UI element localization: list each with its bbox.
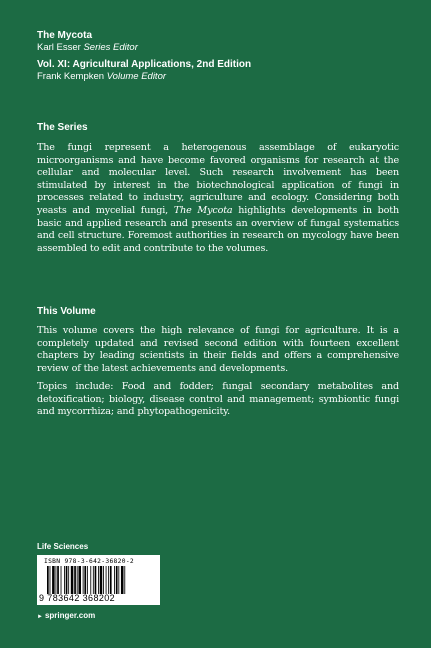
barcode-bar (57, 566, 59, 594)
barcode-bar (68, 566, 69, 594)
volume-editor-line (37, 71, 407, 83)
barcode-bar (106, 566, 107, 594)
series-title: The Mycota (37, 30, 93, 41)
barcode-bar (78, 566, 81, 594)
category-label: Life Sciences (37, 542, 89, 551)
barcode-bar (77, 566, 78, 594)
barcode-bar (66, 566, 68, 594)
series-editor-line (37, 42, 407, 54)
barcode-bar (83, 566, 84, 594)
barcode-digits: 9 783642 368202 (39, 593, 116, 603)
series-editor-role: Series Editor (83, 42, 138, 53)
barcode-bar (95, 566, 97, 594)
series-editor-name: Karl Esser (37, 42, 81, 53)
barcode-bar (56, 566, 57, 594)
barcode-bar (84, 566, 86, 594)
barcode-bar (100, 566, 103, 594)
barcode-bar (124, 566, 125, 594)
volume-editor-name: Frank Kempken (37, 71, 105, 82)
arrow-icon: ► (37, 614, 43, 620)
barcode-bar (110, 566, 112, 594)
series-description (37, 142, 399, 255)
website-text: springer.com (44, 611, 96, 620)
header-block (37, 30, 407, 83)
volume-paragraph-1: This volume covers the high relevance of fungi for agriculture. It is a completely updated and revised second edition with fourteen excellent chapters by leading scientists in their fields and offers a comprehensive review of the latest achievements and developments. (37, 325, 399, 374)
volume-heading: This Volume (37, 306, 96, 317)
publisher-website[interactable] (37, 611, 95, 620)
volume-title: Vol. XI: Agricultural Applications, 2nd Edition (37, 59, 252, 70)
barcode-bar (118, 566, 119, 594)
barcode-bar (74, 566, 76, 594)
barcode-bar (116, 566, 118, 594)
barcode-bar (64, 566, 65, 594)
barcode-bar (52, 566, 55, 594)
barcode-bar (71, 566, 74, 594)
series-text-italic: The Mycota (173, 204, 233, 216)
volume-editor-role: Volume Editor (106, 71, 167, 82)
barcode-bar (90, 566, 91, 594)
barcode (37, 555, 160, 605)
isbn-text: ISBN 978-3-642-36820-2 (44, 558, 135, 565)
barcode-bar (103, 566, 104, 594)
barcode-bar (108, 566, 109, 594)
series-text-after: highlights developments in both basic and applied research and presents an overview of fungal systematics and cell structure. Foremost authorities in research on mycology have been assembled to edit and contribute to the volumes. (37, 204, 399, 254)
barcode-bar (61, 566, 62, 594)
volume-paragraph-2: Topics include: Food and fodder; fungal secondary metabolites and detoxification; biology, disease control and management; symbiontic fungi and mycorrhiza; and phytopathogenicity. (37, 381, 399, 418)
series-text-before: The fungi represent a heterogenous assemblage of eukaryotic microorganisms and have become favored organisms for research at the cellular and molecular level. Such research involvement has been stimulated by interest in the biotechnological application of fungi in processes related to industry, agriculture and ecology. Considering both yeasts and mycelial fungi, (37, 142, 399, 216)
barcode-bar (98, 566, 99, 594)
barcode-bar (47, 566, 49, 594)
barcode-bar (121, 566, 124, 594)
barcode-bar (114, 566, 115, 594)
barcode-bar (93, 566, 94, 594)
barcode-bar (50, 566, 51, 594)
barcode-bar (87, 566, 88, 594)
barcode-bars (47, 566, 151, 594)
series-heading: The Series (37, 122, 88, 133)
